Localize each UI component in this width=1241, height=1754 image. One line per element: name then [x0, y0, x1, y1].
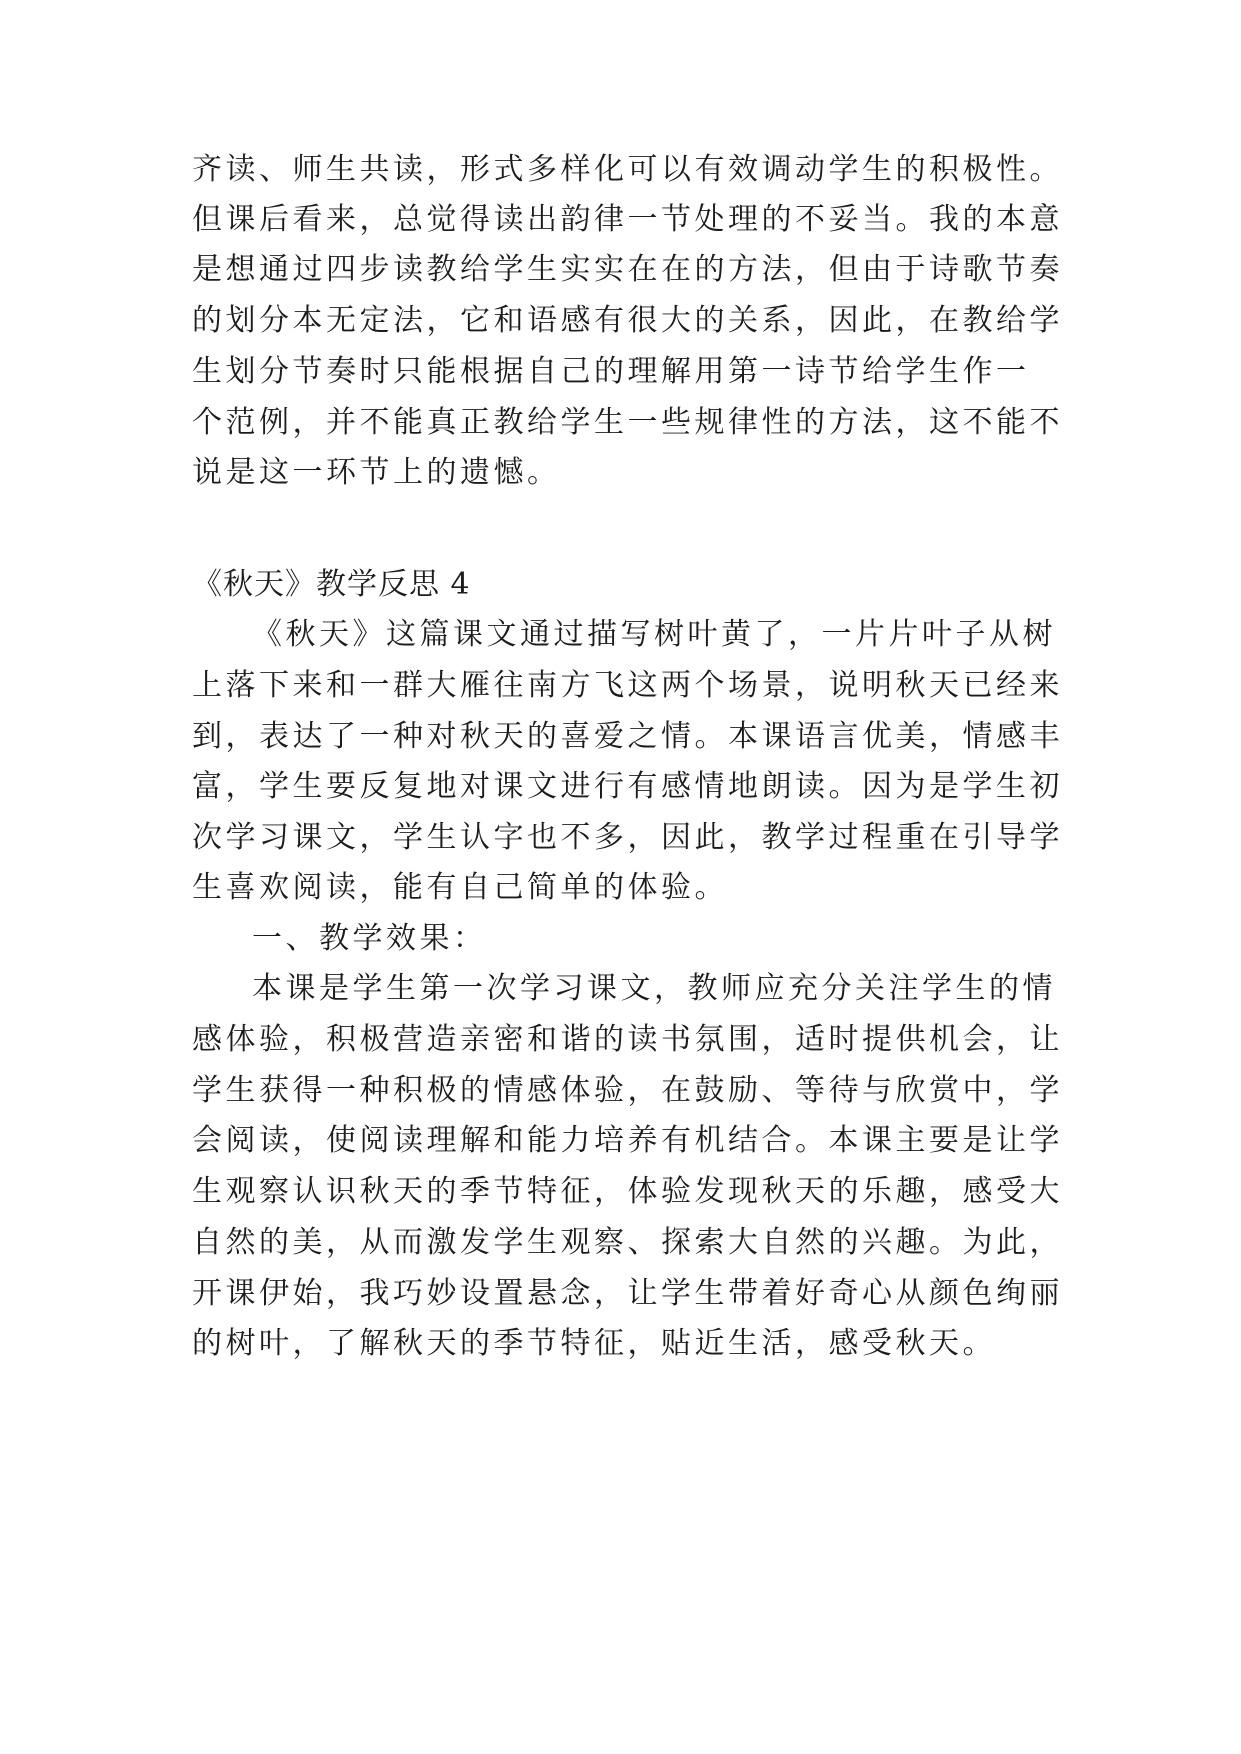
paragraph-line: 《秋天》这篇课文通过描写树叶黄了，一片片叶子从树: [252, 617, 1056, 652]
paragraph-line: 开课伊始，我巧妙设置悬念，让学生带着好奇心从颜色绚丽: [192, 1276, 1063, 1311]
paragraph-line: 学生获得一种积极的情感体验，在鼓励、等待与欣赏中，学: [192, 1073, 1063, 1108]
paragraph-line: 生观察认识秋天的季节特征，体验发现秋天的乐趣，感受大: [192, 1174, 1063, 1209]
paragraph-line: 富，学生要反复地对课文进行有感情地朗读。因为是学生初: [192, 769, 1063, 804]
paragraph-line: 的树叶，了解秋天的季节特征，贴近生活，感受秋天。: [192, 1326, 996, 1361]
paragraph-line: 自然的美，从而激发学生观察、探索大自然的兴趣。为此，: [192, 1225, 1063, 1260]
continuation-line: 生划分节奏时只能根据自己的理解用第一诗节给学生作一: [192, 354, 1030, 389]
continuation-line: 的划分本无定法，它和语感有很大的关系，因此，在教给学: [192, 303, 1063, 338]
section-title: 《秋天》教学反思 4: [192, 567, 471, 602]
paragraph-line: 本课是学生第一次学习课文，教师应充分关注学生的情: [252, 971, 1056, 1006]
paragraph-line: 到，表达了一种对秋天的喜爱之情。本课语言优美，情感丰: [192, 719, 1063, 754]
paragraph-line: 感体验，积极营造亲密和谐的读书氛围，适时提供机会，让: [192, 1022, 1063, 1057]
paragraph-line: 次学习课文，学生认字也不多，因此，教学过程重在引导学: [192, 820, 1063, 855]
continuation-line: 齐读、师生共读，形式多样化可以有效调动学生的积极性。: [192, 152, 1063, 187]
continuation-line: 个范例，并不能真正教给学生一些规律性的方法，这不能不: [192, 405, 1063, 440]
paragraph-line: 生喜欢阅读，能有自己简单的体验。: [192, 870, 728, 905]
continuation-line: 但课后看来，总觉得读出韵律一节处理的不妥当。我的本意: [192, 202, 1063, 237]
subheading: 一、教学效果：: [252, 921, 487, 956]
continuation-line: 是想通过四步读教给学生实实在在的方法，但由于诗歌节奏: [192, 252, 1063, 287]
paragraph-line: 会阅读，使阅读理解和能力培养有机结合。本课主要是让学: [192, 1123, 1063, 1158]
paragraph-line: 上落下来和一群大雁往南方飞这两个场景，说明秋天已经来: [192, 668, 1063, 703]
continuation-line: 说是这一环节上的遗憾。: [192, 455, 561, 490]
